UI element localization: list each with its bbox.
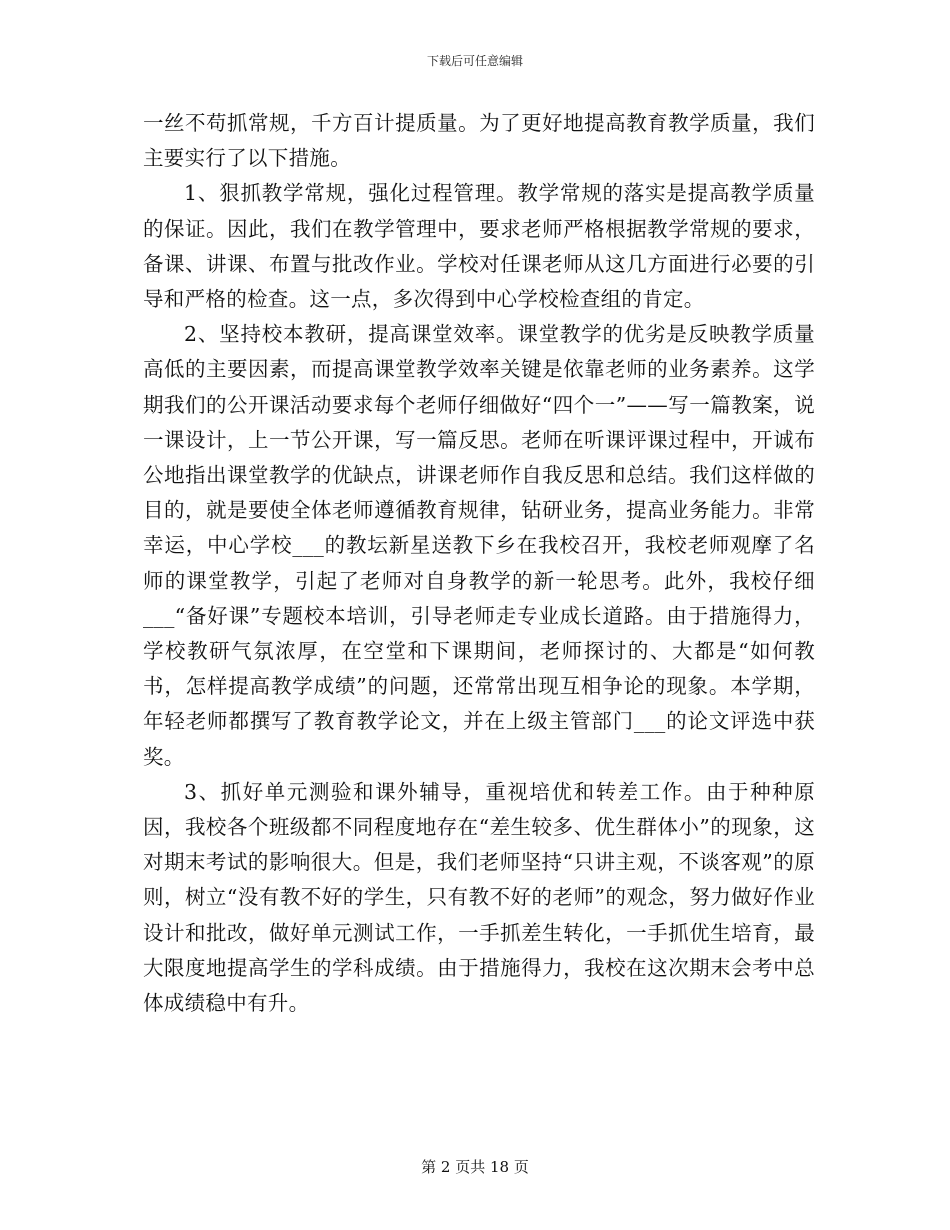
paragraph-measure-3: 3、抓好单元测验和课外辅导，重视培优和转差工作。由于种种原因，我校各个班级都不同程度地存在“差生较多、优生群体小”的现象，这对期末考试的影响很大。但是，我们老师坚持“只讲主观，不谈客观”的原则，树立“没有教不好的学生，只有教不好的老师”的观念，努力做好作业设计和批改，做好单元测试工作，一手抓差生转化，一手抓优生培育，最大限度地提高学生的学科成绩。由于措施得力，我校在这次期末会考中总体成绩稳中有升。: [143, 779, 815, 1016]
page-number: 第 2 页共 18 页: [421, 1158, 529, 1176]
paragraph-measure-2: 2、坚持校本教研，提高课堂效率。课堂教学的优劣是反映教学质量高低的主要因素，而提高课堂教学效率关键是依靠老师的业务素养。这学期我们的公开课活动要求每个老师仔细做好“四个一”——写一篇教案，说一课设计，上一节公开课，写一篇反思。老师在听课评课过程中，开诚布公地指出课堂教学的优缺点，讲课老师作自我反思和总结。我们这样做的目的，就是要使全体老师遵循教育规律，钻研业务，提高业务能力。非常幸运，中心学校___的教坛新星送教下乡在我校召开，我校老师观摩了名师的课堂教学，引起了老师对自身教学的新一轮思考。此外，我校仔细___“备好课”专题校本培训，引导老师走专业成长道路。由于措施得力，学校教研气氛浓厚，在空堂和下课期间，老师探讨的、大都是“如何教书，怎样提高教学成绩”的问题，还常常出现互相争论的现象。本学期，年轻老师都撰写了教育教学论文，并在上级主管部门___的论文评选中获奖。: [143, 322, 815, 769]
paragraph-measure-1: 1、狠抓教学常规，强化过程管理。教学常规的落实是提高教学质量的保证。因此，我们在教学管理中，要求老师严格根据教学常规的要求，备课、讲课、布置与批改作业。学校对任课老师从这几方面进行必要的引导和严格的检查。这一点，多次得到中心学校检查组的肯定。: [143, 181, 815, 312]
page-header: 下载后可任意编辑: [426, 54, 523, 68]
paragraph-intro: 一丝不苟抓常规，千方百计提质量。为了更好地提高教育教学质量，我们主要实行了以下措施。: [143, 111, 815, 171]
document-body: [143, 106, 815, 1021]
